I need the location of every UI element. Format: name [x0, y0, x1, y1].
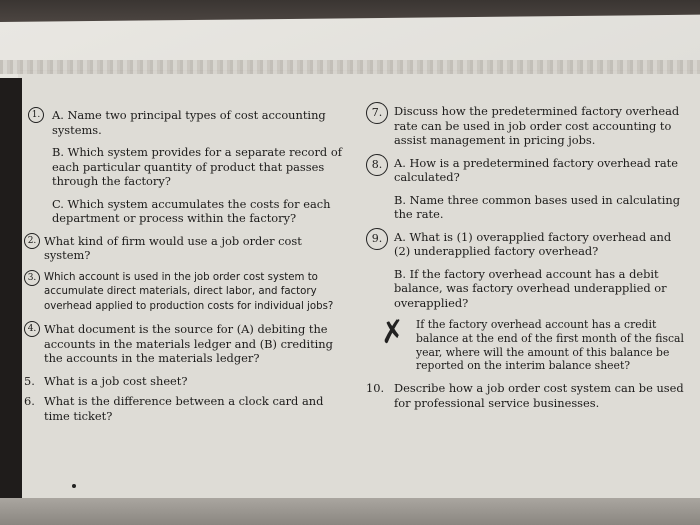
question-9c: If the factory overhead account has a credit balance at the end of the first month of the fiscal year, where will the amount of this balance be reported on the interim balance sheet?	[416, 318, 684, 373]
question-9a: 9. A. What is (1) overapplied factory overhead and (2) underapplied factory overhead?	[366, 230, 688, 259]
question-number-circled: 2.	[24, 233, 40, 249]
questions-right-column	[366, 104, 688, 410]
question-7: 7. Discuss how the predetermined factory overhead rate can be used in job order cost accounting to assist management in pricing jobs.	[366, 104, 688, 148]
question-4: 4. What document is the source for (A) debiting the accounts in the materials ledger and (B) crediting the accounts in the materials ledger?	[30, 322, 350, 366]
question-6: 6. What is the difference between a clock card and time ticket?	[24, 394, 324, 423]
book-binding	[0, 78, 22, 498]
torn-paper-edge	[0, 60, 700, 74]
question-3: 3. Which account is used in the job order cost system to accumulate direct materials, direct labor, and factory overhead applied to production costs for individual jobs?	[30, 271, 350, 315]
question-number-circled: 8.	[366, 154, 388, 176]
question-number-circled: 1.	[28, 107, 44, 123]
question-1c: C. Which system accumulates the costs for each department or process within the factory?	[52, 196, 331, 225]
ink-dot	[72, 484, 76, 488]
question-9b: B. If the factory overhead account has a debit balance, was factory overhead underapplied or overapplied?	[394, 266, 667, 310]
question-2: 2. What kind of firm would use a job order cost system?	[30, 234, 350, 263]
question-8a: 8. A. How is a predetermined factory overhead rate calculated?	[366, 156, 688, 185]
question-number-circled: 3.	[24, 270, 40, 286]
question-number-circled: 7.	[366, 102, 388, 124]
question-1a: 1. A. Name two principal types of cost accounting systems.	[30, 108, 350, 137]
question-number-circled: 9.	[366, 228, 388, 250]
question-5: 5. What is a job cost sheet?	[24, 373, 188, 388]
questions-left-column	[24, 108, 350, 423]
handwritten-x-mark-icon: ✗	[377, 313, 408, 352]
question-number-circled: 4.	[24, 321, 40, 337]
page-bottom-shadow	[0, 498, 700, 525]
question-8b: B. Name three common bases used in calculating the rate.	[394, 192, 681, 221]
question-1b: B. Which system provides for a separate record of each particular quantity of product that passes through the factory?	[52, 145, 342, 188]
question-10: 10. Describe how a job order cost system can be used for professional service businesses.	[366, 381, 684, 410]
